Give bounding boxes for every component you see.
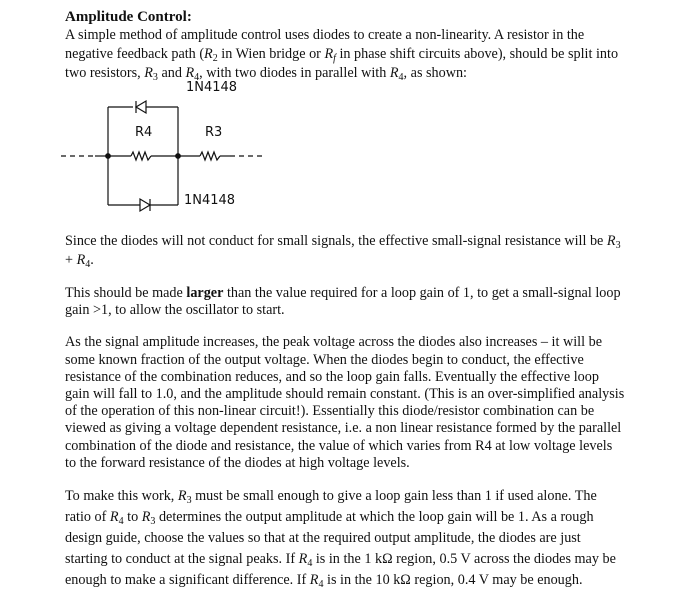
diode-top-icon: [136, 101, 146, 113]
diode-bottom-label: 1N4148: [184, 193, 236, 208]
document-page: [65, 8, 625, 591]
small-signal-paragraph: Since the diodes will not conduct for small signals, the effective small-signal resistance will be $R_3 + R_4$.: [65, 233, 621, 270]
amplitude-paragraph: As the signal amplitude increases, the peak voltage across the diodes also increases – it will be some known fraction of the output voltage. When the diodes begin to conduct, the effective resistance of the combination reduces, and so the loop gain falls. Eventually the effective loop gain will fall to 1.0, and the amplitude should remain constant. (This is an over-simplified analysis of the operation of this non-linear circuit!). Essentially this diode/resistor combination can be viewed as giving a voltage dependent resistance, i.e. a non linear resistance formed by the parallel combination of the diode and resistance, the value of which varies from R4 at low voltage levels to the forward resistance of the diodes at high voltage levels.: [65, 334, 625, 471]
r4-resistor-icon: [131, 152, 151, 160]
diode-bottom-icon: [140, 199, 150, 211]
r3-label: R3: [205, 125, 223, 140]
larger-paragraph: This should be made larger than the value required for a loop gain of 1, to get a small-signal loop gain >1, to allow the oscillator to start.: [65, 285, 621, 319]
circuit-diagram: [65, 80, 625, 214]
node-dot-left: [106, 154, 111, 159]
section-heading: Amplitude Control:: [65, 9, 192, 25]
intro-paragraph: A simple method of amplitude control uses diodes to create a non-linearity. A resistor in the negative feedback path ($R_2$ in Wien bridge or $R_f$ in phase shift circuits above), should be split into two resistors, $R_3$ and $R_4$, with two diodes in parallel with $R_4$, as shown:: [65, 27, 619, 83]
circuit-schematic: [0, 89, 300, 214]
r4-label: R4: [135, 125, 153, 140]
diode-top-label: 1N4148: [186, 80, 238, 95]
r3-resistor-icon: [200, 152, 220, 160]
design-paragraph: To make this work, $R_3$ must be small enough to give a loop gain less than 1 if used alone. The ratio of $R_4$ to $R_3$ determines the output amplitude at which the loop gain will be 1. As a rough design guide, choose the values so that at the required output amplitude, the diodes are just starting to conduct at the signal peaks. If $R_4$ is in the 1 kΩ region, 0.5 V across the diodes may be enough to make a significant difference. If $R_4$ is in the 10 kΩ region, 0.4 V may be enough.: [65, 488, 616, 591]
